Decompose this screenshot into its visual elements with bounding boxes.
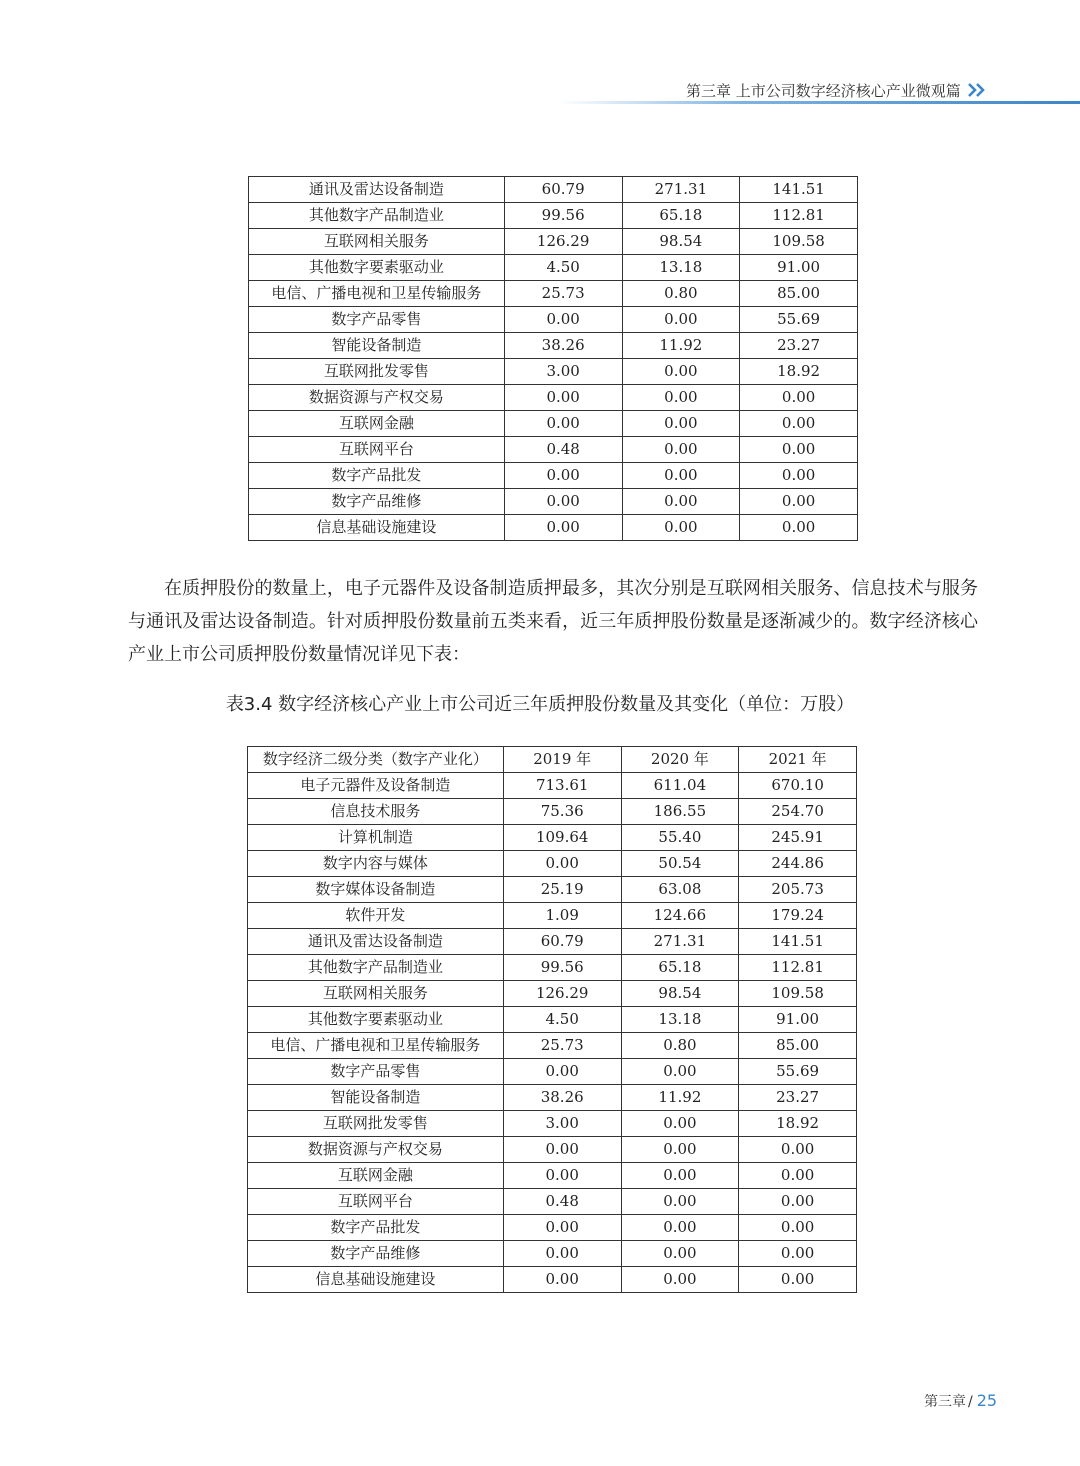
value-cell: 0.00	[621, 1215, 739, 1241]
value-cell: 186.55	[621, 799, 739, 825]
category-cell: 通讯及雷达设备制造	[249, 177, 505, 203]
value-cell: 2021 年	[739, 747, 857, 773]
value-cell: 141.51	[739, 929, 857, 955]
body-paragraph	[128, 572, 978, 671]
category-cell: 数字经济二级分类（数字产业化）	[248, 747, 504, 773]
category-cell: 数据资源与产权交易	[248, 1137, 504, 1163]
value-cell: 254.70	[739, 799, 857, 825]
category-cell: 信息基础设施建设	[249, 515, 505, 541]
value-cell: 3.00	[504, 359, 622, 385]
value-cell: 23.27	[739, 1085, 857, 1111]
value-cell: 0.00	[621, 1189, 739, 1215]
value-cell: 112.81	[739, 955, 857, 981]
value-cell: 38.26	[504, 333, 622, 359]
value-cell: 0.00	[739, 1163, 857, 1189]
value-cell: 0.00	[622, 489, 740, 515]
value-cell: 2020 年	[621, 747, 739, 773]
value-cell: 0.00	[503, 1163, 621, 1189]
value-cell: 0.00	[622, 359, 740, 385]
pledge-table-continued	[248, 176, 858, 541]
category-cell: 数字产品批发	[249, 463, 505, 489]
value-cell: 109.58	[740, 229, 858, 255]
value-cell: 1.09	[503, 903, 621, 929]
category-cell: 互联网金融	[249, 411, 505, 437]
value-cell: 23.27	[740, 333, 858, 359]
page-footer	[924, 1391, 997, 1411]
value-cell: 98.54	[621, 981, 739, 1007]
table-row	[249, 255, 858, 281]
table-row	[249, 359, 858, 385]
value-cell: 0.00	[504, 489, 622, 515]
value-cell: 0.48	[503, 1189, 621, 1215]
category-cell: 计算机制造	[248, 825, 504, 851]
value-cell: 0.00	[621, 1241, 739, 1267]
category-cell: 数字产品维修	[249, 489, 505, 515]
value-cell: 11.92	[621, 1085, 739, 1111]
value-cell: 0.00	[740, 385, 858, 411]
value-cell: 55.69	[740, 307, 858, 333]
table-row	[249, 515, 858, 541]
category-cell: 智能设备制造	[249, 333, 505, 359]
value-cell: 55.69	[739, 1059, 857, 1085]
value-cell: 0.00	[621, 1111, 739, 1137]
value-cell: 13.18	[622, 255, 740, 281]
value-cell: 109.64	[503, 825, 621, 851]
category-cell: 互联网相关服务	[248, 981, 504, 1007]
category-cell: 数据资源与产权交易	[249, 385, 505, 411]
value-cell: 244.86	[739, 851, 857, 877]
value-cell: 0.80	[622, 281, 740, 307]
value-cell: 60.79	[504, 177, 622, 203]
value-cell: 0.00	[621, 1267, 739, 1293]
paragraph-text: 在质押股份的数量上，电子元器件及设备制造质押最多，其次分别是互联网相关服务、信息技术与服务与通讯及雷达设备制造。针对质押股份数量前五类来看，近三年质押股份数量是逐渐减少的。数字经济核心产业上市公司质押股份数量情况详见下表：	[128, 578, 978, 665]
category-cell: 电信、广播电视和卫星传输服务	[248, 1033, 504, 1059]
value-cell: 245.91	[739, 825, 857, 851]
value-cell: 271.31	[622, 177, 740, 203]
value-cell: 13.18	[621, 1007, 739, 1033]
category-cell: 电信、广播电视和卫星传输服务	[249, 281, 505, 307]
value-cell: 141.51	[740, 177, 858, 203]
value-cell: 0.00	[621, 1059, 739, 1085]
table-row	[248, 929, 857, 955]
value-cell: 65.18	[621, 955, 739, 981]
value-cell: 91.00	[739, 1007, 857, 1033]
value-cell: 0.00	[622, 437, 740, 463]
table-row	[248, 1033, 857, 1059]
value-cell: 4.50	[503, 1007, 621, 1033]
category-cell: 电子元器件及设备制造	[248, 773, 504, 799]
value-cell: 60.79	[503, 929, 621, 955]
value-cell: 271.31	[621, 929, 739, 955]
value-cell: 38.26	[503, 1085, 621, 1111]
value-cell: 11.92	[622, 333, 740, 359]
value-cell: 0.00	[740, 437, 858, 463]
category-cell: 数字产品零售	[249, 307, 505, 333]
category-cell: 软件开发	[248, 903, 504, 929]
category-cell: 数字内容与媒体	[248, 851, 504, 877]
value-cell: 0.00	[622, 385, 740, 411]
category-cell: 其他数字产品制造业	[248, 955, 504, 981]
value-cell: 55.40	[621, 825, 739, 851]
category-cell: 互联网批发零售	[249, 359, 505, 385]
value-cell: 0.00	[504, 385, 622, 411]
value-cell: 25.19	[503, 877, 621, 903]
table-row	[248, 1241, 857, 1267]
table-row	[248, 1007, 857, 1033]
value-cell: 0.00	[503, 1267, 621, 1293]
value-cell: 109.58	[739, 981, 857, 1007]
value-cell: 0.00	[503, 1241, 621, 1267]
table-header-row	[248, 747, 857, 773]
value-cell: 18.92	[740, 359, 858, 385]
double-chevron-right-icon	[966, 80, 988, 100]
value-cell: 25.73	[503, 1033, 621, 1059]
table-row	[248, 1267, 857, 1293]
value-cell: 0.00	[504, 411, 622, 437]
table-row	[249, 229, 858, 255]
table-row	[248, 1111, 857, 1137]
value-cell: 179.24	[739, 903, 857, 929]
value-cell: 75.36	[503, 799, 621, 825]
table-row	[248, 773, 857, 799]
value-cell: 0.00	[621, 1163, 739, 1189]
value-cell: 99.56	[503, 955, 621, 981]
value-cell: 0.00	[739, 1189, 857, 1215]
header-rule	[560, 101, 1080, 104]
value-cell: 0.00	[503, 1137, 621, 1163]
value-cell: 0.00	[622, 411, 740, 437]
category-cell: 智能设备制造	[248, 1085, 504, 1111]
value-cell: 0.00	[503, 1215, 621, 1241]
category-cell: 数字产品批发	[248, 1215, 504, 1241]
value-cell: 65.18	[622, 203, 740, 229]
value-cell: 0.00	[622, 463, 740, 489]
table-row	[249, 203, 858, 229]
category-cell: 数字产品零售	[248, 1059, 504, 1085]
category-cell: 其他数字要素驱动业	[249, 255, 505, 281]
table-row	[248, 1189, 857, 1215]
value-cell: 611.04	[621, 773, 739, 799]
value-cell: 4.50	[504, 255, 622, 281]
value-cell: 85.00	[740, 281, 858, 307]
value-cell: 124.66	[621, 903, 739, 929]
value-cell: 0.00	[622, 307, 740, 333]
value-cell: 0.00	[503, 1059, 621, 1085]
footer-separator: /	[968, 1394, 973, 1410]
value-cell: 0.00	[503, 851, 621, 877]
category-cell: 数字媒体设备制造	[248, 877, 504, 903]
table-row	[249, 411, 858, 437]
value-cell: 0.00	[739, 1241, 857, 1267]
table-row	[248, 955, 857, 981]
category-cell: 数字产品维修	[248, 1241, 504, 1267]
value-cell: 98.54	[622, 229, 740, 255]
value-cell: 0.48	[504, 437, 622, 463]
category-cell: 通讯及雷达设备制造	[248, 929, 504, 955]
table-row	[248, 1215, 857, 1241]
value-cell: 91.00	[740, 255, 858, 281]
value-cell: 0.00	[504, 463, 622, 489]
table-row	[249, 489, 858, 515]
value-cell: 126.29	[503, 981, 621, 1007]
table-row	[249, 177, 858, 203]
category-cell: 信息基础设施建设	[248, 1267, 504, 1293]
value-cell: 0.00	[504, 307, 622, 333]
table-row	[248, 799, 857, 825]
table-row	[248, 1059, 857, 1085]
table-row	[249, 307, 858, 333]
value-cell: 25.73	[504, 281, 622, 307]
table-row	[248, 877, 857, 903]
value-cell: 63.08	[621, 877, 739, 903]
value-cell: 0.00	[740, 463, 858, 489]
value-cell: 2019 年	[503, 747, 621, 773]
category-cell: 信息技术服务	[248, 799, 504, 825]
value-cell: 0.00	[621, 1137, 739, 1163]
value-cell: 713.61	[503, 773, 621, 799]
value-cell: 0.00	[622, 515, 740, 541]
value-cell: 3.00	[503, 1111, 621, 1137]
footer-chapter: 第三章	[924, 1394, 966, 1410]
table-row	[249, 437, 858, 463]
table-row	[248, 825, 857, 851]
category-cell: 其他数字要素驱动业	[248, 1007, 504, 1033]
value-cell: 0.00	[740, 489, 858, 515]
table-row	[248, 981, 857, 1007]
value-cell: 205.73	[739, 877, 857, 903]
value-cell: 50.54	[621, 851, 739, 877]
value-cell: 0.00	[739, 1267, 857, 1293]
value-cell: 0.00	[504, 515, 622, 541]
value-cell: 670.10	[739, 773, 857, 799]
table-row	[248, 851, 857, 877]
table-row	[248, 1085, 857, 1111]
value-cell: 0.80	[621, 1033, 739, 1059]
value-cell: 0.00	[740, 411, 858, 437]
pledge-table	[247, 746, 857, 1293]
value-cell: 126.29	[504, 229, 622, 255]
category-cell: 互联网相关服务	[249, 229, 505, 255]
table-caption: 表3.4 数字经济核心产业上市公司近三年质押股份数量及其变化（单位：万股）	[225, 694, 855, 715]
chapter-title: 第三章 上市公司数字经济核心产业微观篇	[686, 82, 961, 100]
category-cell: 互联网平台	[249, 437, 505, 463]
value-cell: 112.81	[740, 203, 858, 229]
table-row	[249, 463, 858, 489]
page-number: 25	[976, 1391, 998, 1410]
category-cell: 互联网批发零售	[248, 1111, 504, 1137]
value-cell: 0.00	[739, 1137, 857, 1163]
table-row	[248, 1163, 857, 1189]
category-cell: 互联网平台	[248, 1189, 504, 1215]
value-cell: 99.56	[504, 203, 622, 229]
table-row	[248, 903, 857, 929]
category-cell: 互联网金融	[248, 1163, 504, 1189]
table-row	[248, 1137, 857, 1163]
table-row	[249, 385, 858, 411]
value-cell: 18.92	[739, 1111, 857, 1137]
value-cell: 0.00	[739, 1215, 857, 1241]
table-row	[249, 281, 858, 307]
value-cell: 85.00	[739, 1033, 857, 1059]
value-cell: 0.00	[740, 515, 858, 541]
category-cell: 其他数字产品制造业	[249, 203, 505, 229]
table-row	[249, 333, 858, 359]
